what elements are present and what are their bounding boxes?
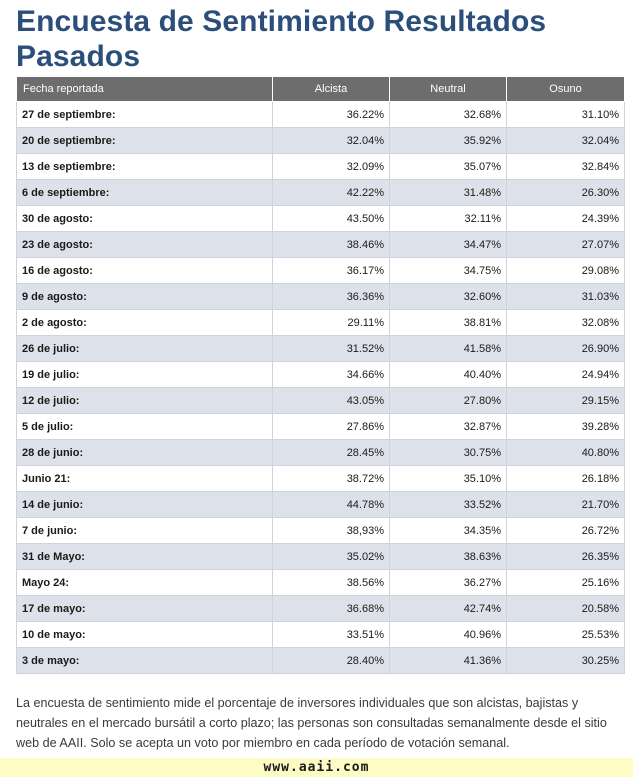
cell-bearish: 20.58% xyxy=(507,596,625,622)
sentiment-results-table xyxy=(16,77,625,674)
column-header-bearish: Osuno xyxy=(507,77,625,102)
cell-date: 20 de septiembre: xyxy=(17,128,273,154)
table-row xyxy=(17,258,625,284)
table-row xyxy=(17,284,625,310)
table-row xyxy=(17,518,625,544)
cell-bullish: 34.66% xyxy=(273,362,390,388)
table-row xyxy=(17,232,625,258)
cell-bearish: 25.53% xyxy=(507,622,625,648)
cell-bullish: 36.17% xyxy=(273,258,390,284)
cell-date: 9 de agosto: xyxy=(17,284,273,310)
cell-date: 17 de mayo: xyxy=(17,596,273,622)
cell-bullish: 27.86% xyxy=(273,414,390,440)
cell-bullish: 36.68% xyxy=(273,596,390,622)
table-row xyxy=(17,544,625,570)
cell-bullish: 33.51% xyxy=(273,622,390,648)
cell-date: 31 de Mayo: xyxy=(17,544,273,570)
cell-neutral: 27.80% xyxy=(390,388,507,414)
cell-bearish: 26.18% xyxy=(507,466,625,492)
cell-bearish: 29.08% xyxy=(507,258,625,284)
table-row xyxy=(17,154,625,180)
cell-neutral: 40.96% xyxy=(390,622,507,648)
cell-bullish: 32.09% xyxy=(273,154,390,180)
cell-neutral: 41.36% xyxy=(390,648,507,674)
cell-bearish: 32.04% xyxy=(507,128,625,154)
cell-date: 12 de julio: xyxy=(17,388,273,414)
survey-description: La encuesta de sentimiento mide el porcentaje de inversores individuales que son alcistas, bajistas y neutrales en el mercado bursátil a corto plazo; las personas son consultadas semanalmente desde el sitio web de AAII. Solo se acepta un voto por miembro en cada período de votación semanal. xyxy=(16,696,607,750)
cell-neutral: 34.47% xyxy=(390,232,507,258)
table-row xyxy=(17,206,625,232)
cell-date: 19 de julio: xyxy=(17,362,273,388)
cell-bearish: 31.10% xyxy=(507,102,625,128)
cell-neutral: 40.40% xyxy=(390,362,507,388)
table-row xyxy=(17,648,625,674)
cell-neutral: 32.87% xyxy=(390,414,507,440)
cell-neutral: 32.68% xyxy=(390,102,507,128)
cell-bearish: 32.08% xyxy=(507,310,625,336)
cell-bullish: 38.46% xyxy=(273,232,390,258)
cell-date: 23 de agosto: xyxy=(17,232,273,258)
table-row xyxy=(17,466,625,492)
cell-date: Mayo 24: xyxy=(17,570,273,596)
cell-date: 5 de julio: xyxy=(17,414,273,440)
cell-bearish: 24.94% xyxy=(507,362,625,388)
page-title: Encuesta de Sentimiento Resultados Pasados xyxy=(16,5,547,73)
cell-date: 7 de junio: xyxy=(17,518,273,544)
cell-date: 2 de agosto: xyxy=(17,310,273,336)
cell-neutral: 36.27% xyxy=(390,570,507,596)
cell-bearish: 26.90% xyxy=(507,336,625,362)
cell-neutral: 30.75% xyxy=(390,440,507,466)
cell-bearish: 27.07% xyxy=(507,232,625,258)
table-row xyxy=(17,492,625,518)
cell-bullish: 36.36% xyxy=(273,284,390,310)
cell-neutral: 35.07% xyxy=(390,154,507,180)
cell-bearish: 40.80% xyxy=(507,440,625,466)
cell-bearish: 21.70% xyxy=(507,492,625,518)
cell-neutral: 35.92% xyxy=(390,128,507,154)
table-row xyxy=(17,570,625,596)
cell-bullish: 28.40% xyxy=(273,648,390,674)
table-row xyxy=(17,414,625,440)
watermark-bar xyxy=(0,758,633,777)
cell-bullish: 32.04% xyxy=(273,128,390,154)
cell-bullish: 38.72% xyxy=(273,466,390,492)
cell-date: 30 de agosto: xyxy=(17,206,273,232)
cell-neutral: 42.74% xyxy=(390,596,507,622)
cell-neutral: 38.63% xyxy=(390,544,507,570)
cell-neutral: 32.11% xyxy=(390,206,507,232)
column-header-neutral: Neutral xyxy=(390,77,507,102)
cell-neutral: 35.10% xyxy=(390,466,507,492)
table-row xyxy=(17,388,625,414)
cell-date: 10 de mayo: xyxy=(17,622,273,648)
cell-bearish: 26.72% xyxy=(507,518,625,544)
cell-bullish: 43.50% xyxy=(273,206,390,232)
cell-bullish: 38,93% xyxy=(273,518,390,544)
cell-date: 16 de agosto: xyxy=(17,258,273,284)
cell-date: 3 de mayo: xyxy=(17,648,273,674)
cell-neutral: 32.60% xyxy=(390,284,507,310)
table-row xyxy=(17,128,625,154)
sentiment-table-container xyxy=(16,77,624,672)
cell-bearish: 32.84% xyxy=(507,154,625,180)
cell-bullish: 29.11% xyxy=(273,310,390,336)
table-row xyxy=(17,622,625,648)
column-header-bullish: Alcista xyxy=(273,77,390,102)
cell-bullish: 43.05% xyxy=(273,388,390,414)
cell-neutral: 34.75% xyxy=(390,258,507,284)
cell-bullish: 44.78% xyxy=(273,492,390,518)
cell-bearish: 30.25% xyxy=(507,648,625,674)
cell-date: 26 de julio: xyxy=(17,336,273,362)
cell-bearish: 25.16% xyxy=(507,570,625,596)
cell-bearish: 26.35% xyxy=(507,544,625,570)
cell-bearish: 39.28% xyxy=(507,414,625,440)
table-row xyxy=(17,180,625,206)
cell-neutral: 34.35% xyxy=(390,518,507,544)
table-row xyxy=(17,310,625,336)
table-row xyxy=(17,596,625,622)
cell-date: 6 de septiembre: xyxy=(17,180,273,206)
cell-bullish: 36.22% xyxy=(273,102,390,128)
header-row xyxy=(17,77,625,102)
table-row xyxy=(17,336,625,362)
cell-date: Junio 21: xyxy=(17,466,273,492)
table-row xyxy=(17,102,625,128)
cell-date: 28 de junio: xyxy=(17,440,273,466)
cell-neutral: 38.81% xyxy=(390,310,507,336)
cell-neutral: 41.58% xyxy=(390,336,507,362)
cell-neutral: 31.48% xyxy=(390,180,507,206)
cell-bullish: 31.52% xyxy=(273,336,390,362)
cell-bullish: 35.02% xyxy=(273,544,390,570)
table-row xyxy=(17,440,625,466)
watermark-url: www.aaii.com xyxy=(263,760,370,775)
cell-bullish: 42.22% xyxy=(273,180,390,206)
cell-date: 14 de junio: xyxy=(17,492,273,518)
cell-bearish: 24.39% xyxy=(507,206,625,232)
column-header-date: Fecha reportada xyxy=(17,77,273,102)
table-row xyxy=(17,362,625,388)
cell-bearish: 29.15% xyxy=(507,388,625,414)
cell-date: 27 de septiembre: xyxy=(17,102,273,128)
cell-date: 13 de septiembre: xyxy=(17,154,273,180)
table-header xyxy=(17,77,625,102)
cell-bearish: 31.03% xyxy=(507,284,625,310)
cell-bullish: 28.45% xyxy=(273,440,390,466)
cell-bullish: 38.56% xyxy=(273,570,390,596)
cell-bearish: 26.30% xyxy=(507,180,625,206)
table-body xyxy=(17,102,625,674)
cell-neutral: 33.52% xyxy=(390,492,507,518)
